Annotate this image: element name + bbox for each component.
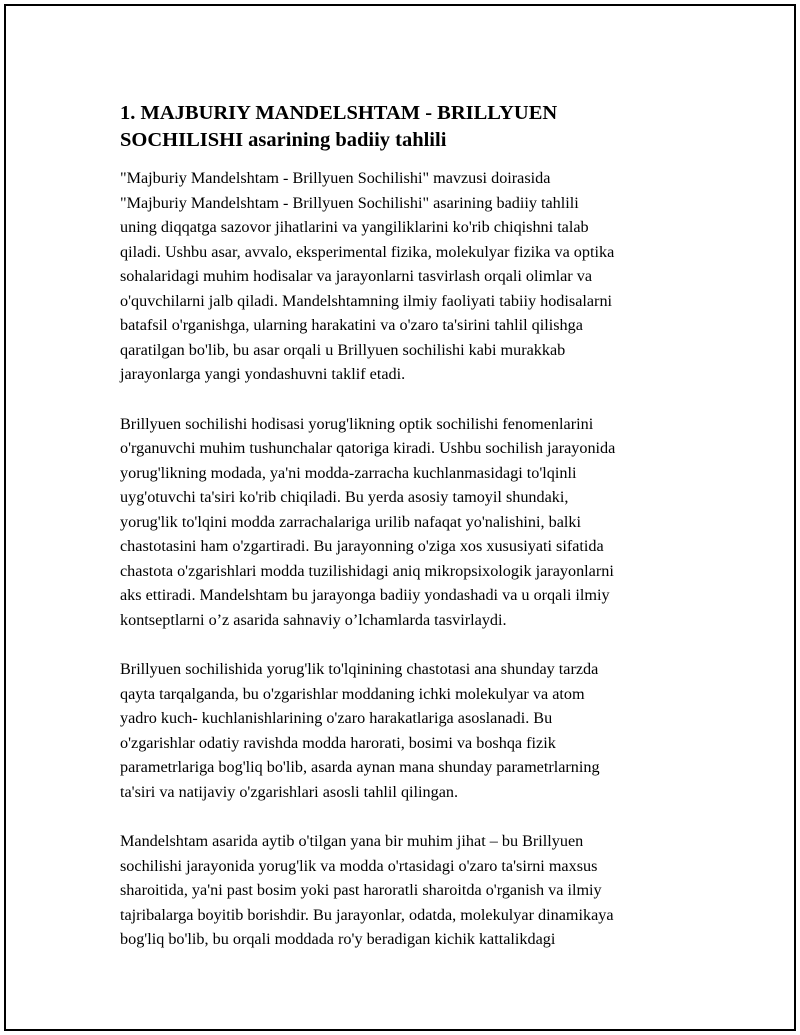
paragraph-1: "Majburiy Mandelshtam - Brillyuen Sochilishi" mavzusi doirasida "Majburiy Mandelshtam - Brillyuen Sochilishi" asarining badiiy tahlili uning diqqatga sazovor jihatlarini va yangiliklarini ko'rib chiqishni talab qiladi. Ushbu asar, avvalo, eksperimental fizika, molekulyar fizika va optika sohalaridagi muhim hodisalar va jarayonlarni tasvirlash orqali olimlar va o'quvchilarni jalb qiladi. Mandelshtamning ilmiy faoliyati tabiiy hodisalarni batafsil o'rganishga, ularning harakatini va o'zaro ta'sirini tahlil qilishga qaratilgan bo'lib, bu asar orqali u Brillyuen sochilishi kabi murakkab jarayonlarga yangi yondashuvni taklif etadi. [120,169,615,383]
section-heading [120,100,690,154]
heading-line-2: SOCHILISHI asarining badiiy tahlili [120,129,447,151]
document-content [120,100,690,977]
document-page [4,4,796,1031]
paragraph-3: Brillyuen sochilishida yorug'lik to'lqinining chastotasi ana shunday tarzda qayta tarqalganda, bu o'zgarishlar moddaning ichki molekulyar va atom yadro kuch- kuchlanishlarining o'zaro harakatlariga asoslanadi. Bu o'zgarishlar odatiy ravishda modda harorati, bosimi va boshqa fizik parametrlariga bog'liq bo'lib, asarda aynan mana shunday parametrlarning ta'siri va natijaviy o'zgarishlari asosli tahlil qilingan. [120,660,600,801]
paragraph-2: Brillyuen sochilishi hodisasi yorug'likning optik sochilishi fenomenlarini o'rganuvchi muhim tushunchalar qatoriga kiradi. Ushbu sochilish jarayonida yorug'likning modada, ya'ni modda-zarracha kuchlanmasidagi to'lqinli uyg'otuvchi ta'siri ko'rib chiqiladi. Bu yerda asosiy tamoyil shundaki, yorug'lik to'lqini modda zarrachalariga urilib nafaqat yo'nalishini, balki chastotasini ham o'zgartiradi. Bu jarayonning o'ziga xos xususiyati sifatida chastota o'zgarishlari modda tuzilishidagi aniq mikropsixologik jarayonlarni aks ettiradi. Mandelshtam bu jarayonga badiiy yondashadi va u orqali ilmiy kontseptlarni o’z asarida sahnaviy o’lchamlarda tasvirlaydi. [120,414,616,629]
heading-line-1: 1. MAJBURIY MANDELSHTAM - BRILLYUEN [120,102,558,124]
paragraph-4: Mandelshtam asarida aytib o'tilgan yana bir muhim jihat – bu Brillyuen sochilishi jarayonida yorug'lik va modda o'rtasidagi o'zaro ta'sirni maxsus sharoitida, ya'ni past bosim yoki past haroratli sharoitda o'rganish va ilmiy tajribalarga boyitib borishdir. Bu jarayonlar, odatda, molekulyar dinamikaya bog'liq bo'lib, bu orqali moddada ro'y beradigan kichik kattalikdagi [120,832,614,948]
